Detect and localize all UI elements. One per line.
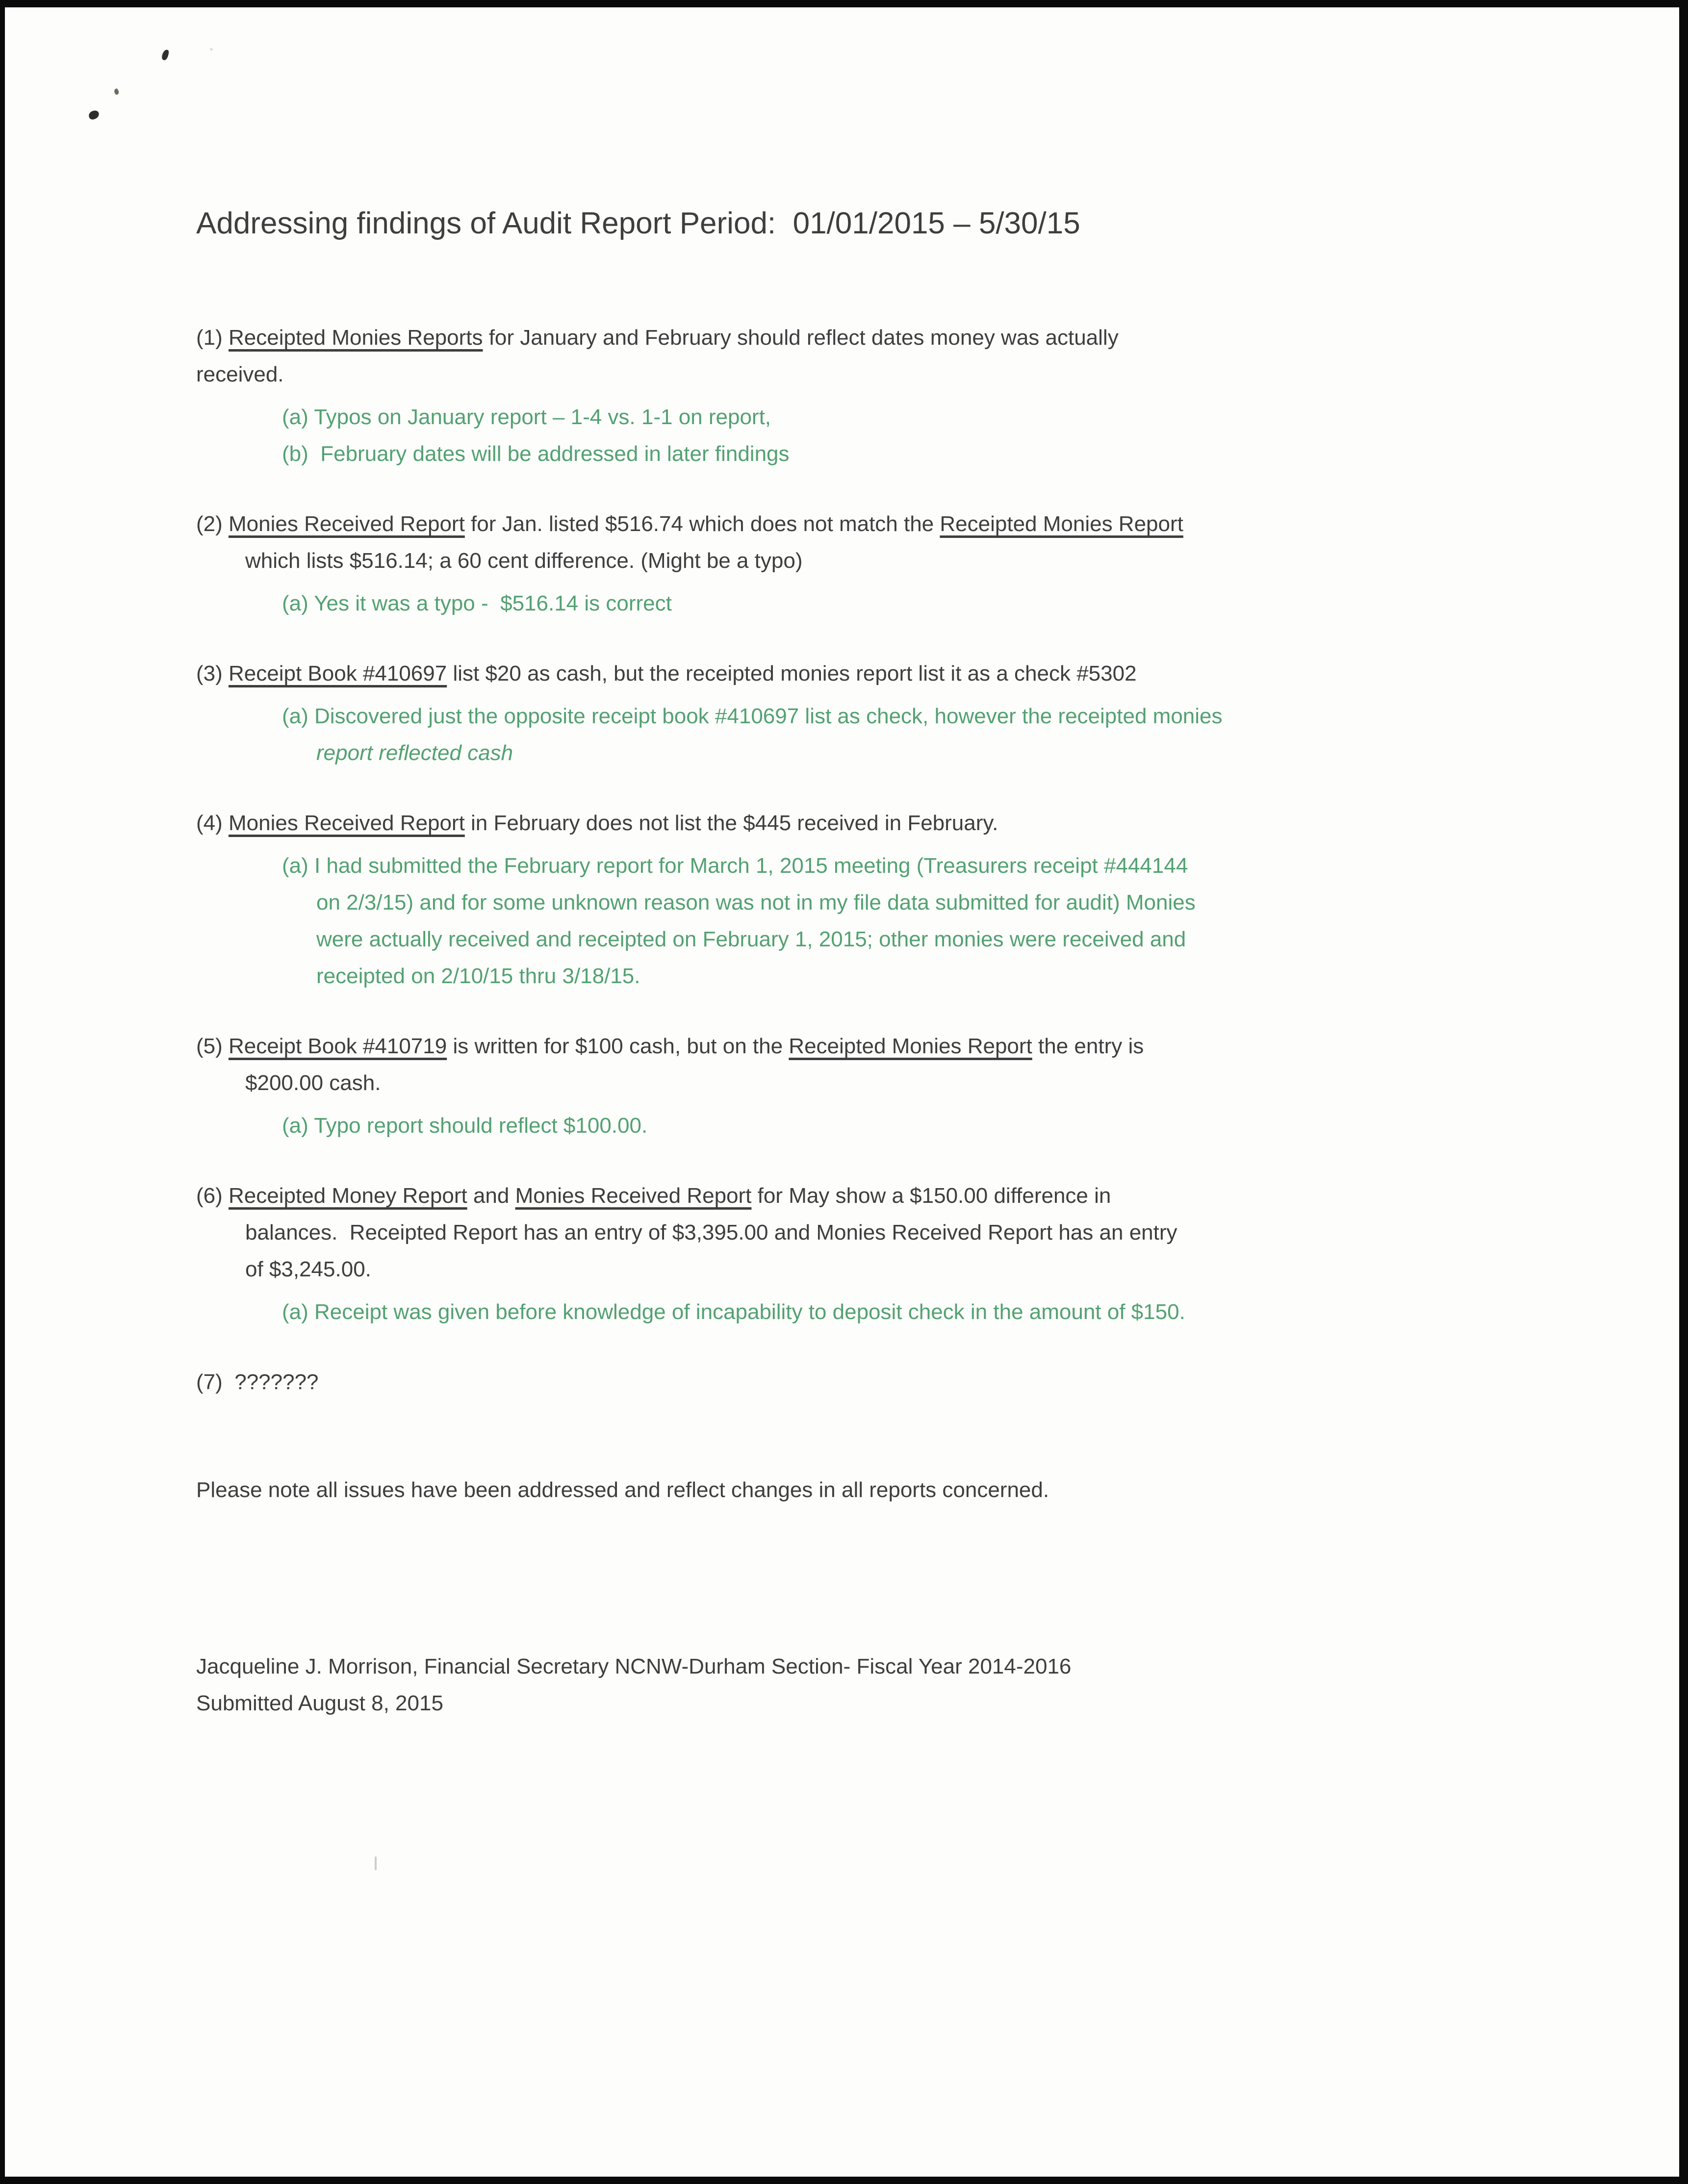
response-line: report reflected cash [316, 741, 513, 765]
response-line: (a) Discovered just the opposite receipt book #410697 list as check, however the receipted monies [282, 704, 1223, 728]
response-line: (a) I had submitted the February report for March 1, 2015 meeting (Treasurers receipt #444144 [282, 854, 1188, 878]
response-line: (a) Yes it was a typo - $516.14 is correct [282, 591, 672, 615]
document-title [196, 206, 1679, 241]
response-line: were actually received and receipted on February 1, 2015; other monies were received and [316, 927, 1186, 951]
closing-note [196, 1472, 1679, 1508]
text-line: which lists $516.14; a 60 cent difference. (Might be a typo) [245, 549, 803, 573]
document-content [5, 7, 1679, 1722]
scan-smudge [210, 48, 213, 51]
text-line: balances. Receipted Report has an entry of $3,395.00 and Monies Received Report has an entry [245, 1220, 1177, 1244]
text-line: Addressing findings of Audit Report Period: 01/01/2015 – 5/30/15 [196, 206, 1080, 240]
response-line: receipted on 2/10/15 thru 3/18/15. [316, 964, 640, 988]
finding-2 [196, 506, 1679, 622]
text-line: Submitted August 8, 2015 [196, 1691, 443, 1715]
finding-4 [196, 805, 1679, 994]
paper-sheet [5, 7, 1679, 2177]
text-line: (3) Receipt Book #410697 list $20 as cash, but the receipted monies report list it as a check #5302 [196, 661, 1137, 686]
finding-1 [196, 319, 1679, 472]
finding-7 [196, 1364, 1679, 1400]
text-line: (6) Receipted Money Report and Monies Received Report for May show a $150.00 difference in [196, 1184, 1111, 1208]
signature-block [196, 1648, 1679, 1722]
text-line: of $3,245.00. [245, 1257, 371, 1281]
response-line: (a) Receipt was given before knowledge of incapability to deposit check in the amount of $150. [282, 1300, 1185, 1324]
response-line: (b) February dates will be addressed in later findings [282, 442, 790, 466]
finding-6 [196, 1177, 1679, 1330]
text-line: Please note all issues have been addressed and reflect changes in all reports concerned. [196, 1478, 1049, 1502]
response-line: on 2/3/15) and for some unknown reason was not in my file data submitted for audit) Monies [316, 890, 1196, 914]
text-line: $200.00 cash. [245, 1071, 381, 1095]
response-line: (a) Typos on January report – 1-4 vs. 1-1 on report, [282, 405, 771, 429]
finding-3 [196, 655, 1679, 771]
text-line: (2) Monies Received Report for Jan. listed $516.74 which does not match the Receipted Monies Report [196, 512, 1183, 536]
scan-smudge [375, 1856, 377, 1870]
text-line: (7) ??????? [196, 1370, 319, 1394]
response-line: (a) Typo report should reflect $100.00. [282, 1114, 648, 1138]
text-line: received. [196, 362, 284, 386]
text-line: (4) Monies Received Report in February does not list the $445 received in February. [196, 811, 998, 835]
finding-5 [196, 1028, 1679, 1144]
text-line: (1) Receipted Monies Reports for January and February should reflect dates money was actually [196, 326, 1119, 350]
text-line: Jacqueline J. Morrison, Financial Secretary NCNW-Durham Section- Fiscal Year 2014-2016 [196, 1654, 1072, 1678]
text-line: (5) Receipt Book #410719 is written for $100 cash, but on the Receipted Monies Report the entry is [196, 1034, 1144, 1058]
